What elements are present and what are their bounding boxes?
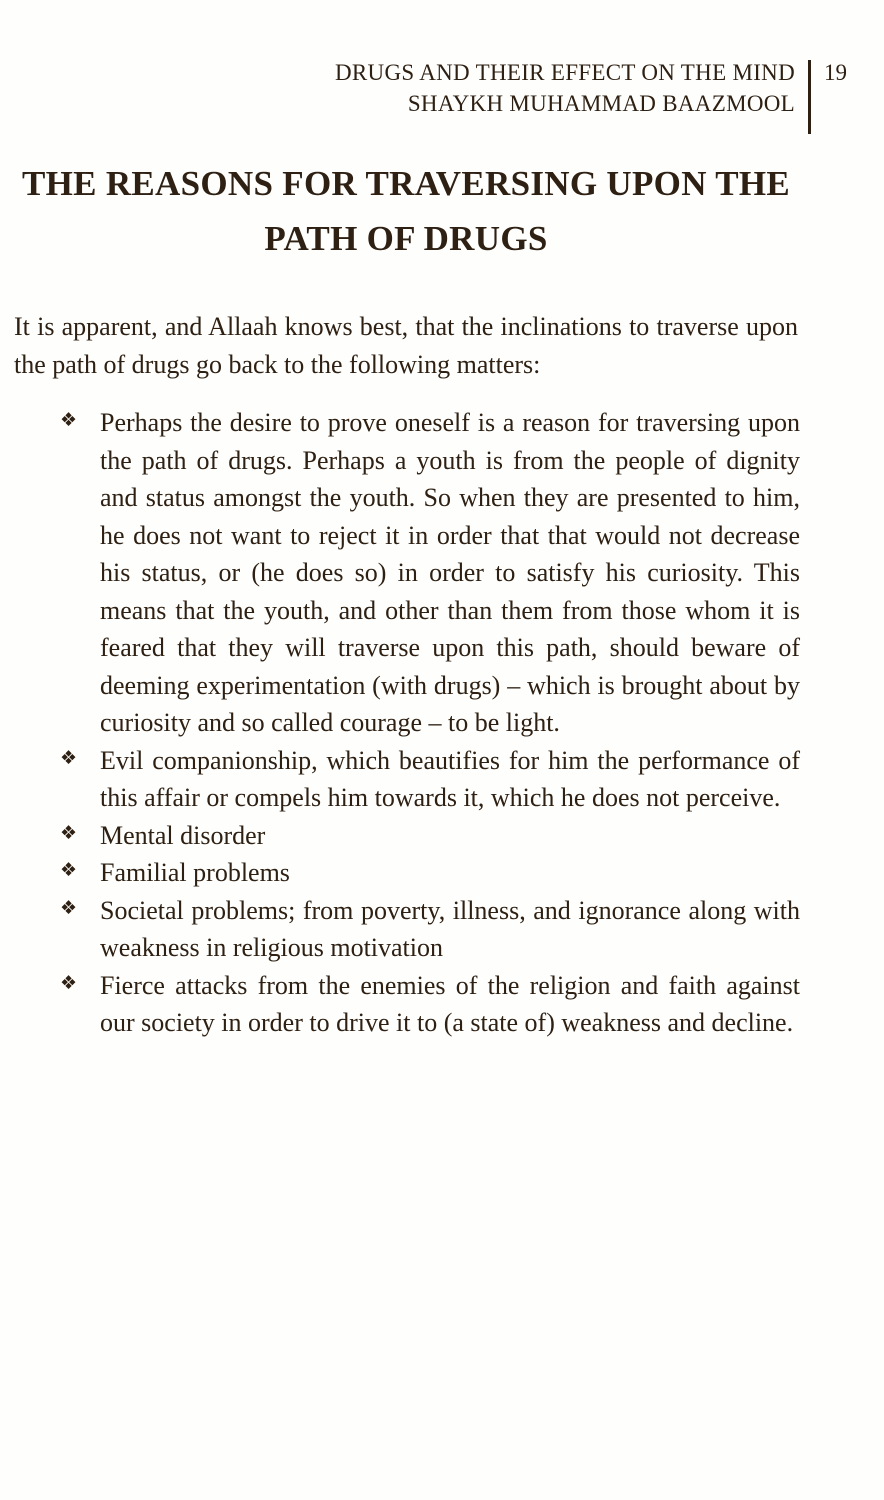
list-item-text: Fierce attacks from the enemies of the religion and faith against our society in order to drive it to (a state of) weakness and decline.: [100, 970, 800, 1037]
list-item: [14, 742, 800, 817]
chapter-title-line2: PATH OF DRUGS: [264, 219, 548, 258]
chapter-title: [14, 156, 798, 266]
list-item-text: Mental disorder: [100, 820, 266, 850]
diamond-bullet-icon: ❖: [60, 859, 78, 881]
page-header: [0, 57, 850, 134]
intro-paragraph: It is apparent, and Allaah knows best, that the inclinations to traverse upon the path of drugs go back to the following matters:: [14, 312, 798, 379]
header-divider: [808, 60, 811, 134]
reasons-list: [14, 404, 800, 1042]
list-item-text: Evil companionship, which beautifies for him the performance of this affair or compels him towards it, which he does not perceive.: [100, 745, 800, 812]
diamond-bullet-icon: ❖: [60, 971, 78, 994]
header-titles: [335, 57, 795, 119]
header-author: SHAYKH MUHAMMAD BAAZMOOL: [407, 91, 795, 116]
chapter-title-line1: THE REASONS FOR TRAVERSING UPON THE: [21, 164, 791, 203]
list-item: [14, 967, 800, 1042]
list-item: [14, 817, 800, 855]
list-item: [14, 854, 800, 892]
diamond-bullet-icon: ❖: [60, 821, 78, 844]
header-book-title: DRUGS AND THEIR EFFECT ON THE MIND: [334, 60, 795, 85]
diamond-bullet-icon: ❖: [60, 409, 78, 431]
list-item: [14, 892, 800, 967]
diamond-bullet-icon: ❖: [60, 746, 78, 769]
diamond-bullet-icon: ❖: [60, 896, 78, 919]
page-number: 19: [824, 60, 847, 85]
list-item: [14, 404, 800, 742]
list-item-text: Perhaps the desire to prove oneself is a reason for traversing upon the path of drugs. Perhaps a youth is from the people of dignity and status amongst the youth. So when they are presented to him, he does not want to reject it in order that that would not decrease his status, or (he does so) in order to satisfy his curiosity. This means that the youth, and other than them from those whom it is feared that they will traverse upon this path, should beware of deeming experimentation (with drugs) – which is brought about by curiosity and so called courage – to be light.: [100, 408, 800, 737]
list-item-text: Societal problems; from poverty, illness, and ignorance along with weakness in religious motivation: [100, 895, 800, 962]
list-item-text: Familial problems: [100, 858, 290, 887]
